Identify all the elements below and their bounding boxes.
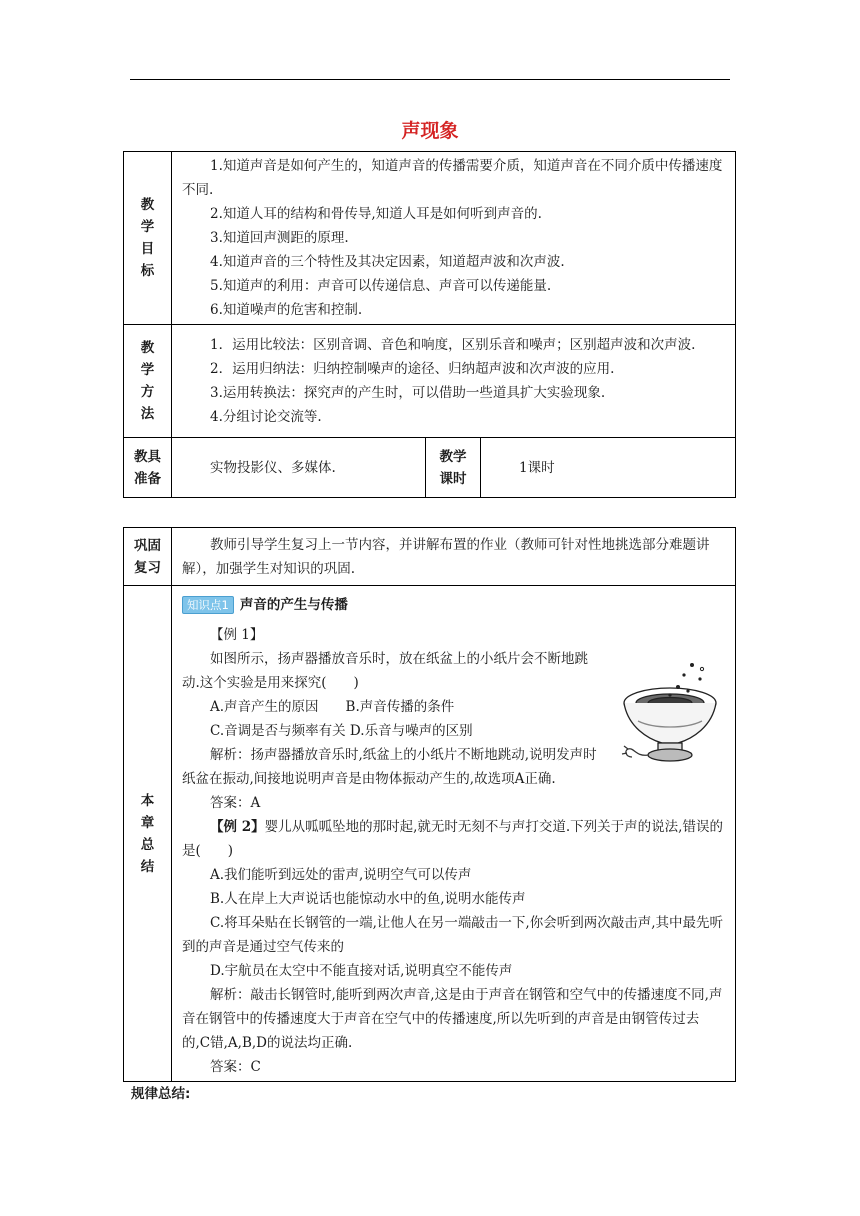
summary-table — [123, 527, 736, 1082]
page-title: 声现象 — [401, 120, 459, 142]
goals-label-text: 教学目标 — [140, 197, 155, 279]
goals-content — [172, 152, 736, 325]
hours-label-1: 教学 — [439, 448, 467, 465]
example2-question-text: 婴儿从呱呱坠地的那时起,就无时无刻不与声打交道.下列关于声的说法,错误的是( ) — [182, 818, 723, 859]
example2-question — [182, 815, 727, 863]
equipment-label — [124, 438, 172, 498]
equipment-text: 实物投影仪、多媒体. — [210, 459, 336, 476]
example2-option: C.将耳朵贴在长钢管的一端,让他人在另一端敲击一下,你会听到两次敲击声,其中最先听到的声音是通过空气传来的 — [182, 914, 724, 955]
methods-content — [172, 325, 736, 438]
goal-item: 1.知道声音是如何产生的，知道声音的传播需要介质，知道声音在不同介质中传播速度不同. — [182, 158, 723, 198]
goal-item: 5.知道声的利用：声音可以传递信息、声音可以传递能量. — [210, 278, 552, 294]
example2-option: A.我们能听到远处的雷声,说明空气可以传声 — [210, 866, 472, 883]
method-item: 2．运用归纳法：归纳控制噪声的途径、归纳超声波和次声波的应用. — [210, 361, 615, 377]
equipment-value — [172, 438, 426, 498]
example1-question: 如图所示，扬声器播放音乐时，放在纸盆上的小纸片会不断地跳动.这个实验是用来探究( ) — [182, 650, 588, 691]
review-label — [124, 528, 172, 586]
review-label-1: 巩固 — [134, 537, 161, 554]
hours-label — [426, 438, 481, 498]
speaker-illustration — [614, 657, 724, 777]
goal-item: 3.知道回声测距的原理. — [210, 230, 349, 246]
goal-item: 6.知道噪声的危害和控制. — [210, 302, 363, 318]
review-label-2: 复习 — [134, 559, 161, 576]
example1-analysis: 解析：扬声器播放音乐时,纸盆上的小纸片不断地跳动,说明发声时纸盆在振动,间接地说明声音是由物体振动产生的,故选项A正确. — [182, 746, 597, 787]
summary-label — [124, 586, 172, 1082]
method-item: 4.分组讨论交流等. — [210, 409, 322, 425]
example1-answer: 答案：A — [210, 794, 261, 811]
review-content — [172, 528, 736, 586]
equipment-label-2: 准备 — [134, 470, 161, 487]
lesson-plan-table — [123, 151, 736, 498]
hours-text: 1课时 — [519, 459, 555, 476]
example2-analysis: 解析：敲击长钢管时,能听到两次声音,这是由于声音在钢管和空气中的传播速度不同,声音在钢管中的传播速度大于声音在空气中的传播速度,所以先听到的声音是由钢管传过去的,C错,A,B,D的说法均正确. — [182, 986, 723, 1051]
example2-answer: 答案：C — [210, 1058, 261, 1075]
header-rule — [130, 79, 730, 80]
methods-label — [124, 325, 172, 438]
knowledge-badge: 知识点1 — [182, 596, 234, 614]
goal-item: 2.知道人耳的结构和骨传导,知道人耳是如何听到声音的. — [210, 206, 542, 222]
example1-options-2: C.音调是否与频率有关 D.乐音与噪声的区别 — [210, 722, 473, 739]
example1-options-1: A.声音产生的原因 B.声音传播的条件 — [210, 698, 455, 715]
hours-value — [481, 438, 736, 498]
method-item: 3.运用转换法：探究声的产生时，可以借助一些道具扩大实验现象. — [210, 385, 606, 401]
method-item: 1．运用比较法：区别音调、音色和响度，区别乐音和噪声；区别超声波和次声波. — [210, 337, 696, 353]
example1-tag: 【例 1】 — [210, 626, 264, 643]
equipment-label-1: 教具 — [134, 448, 161, 465]
example2-tag: 【例 2】 — [210, 818, 265, 835]
review-text: 教师引导学生复习上一节内容，并讲解布置的作业（教师可针对性地挑选部分难题讲解），加强学生对知识的巩固. — [182, 536, 710, 577]
goal-item: 4.知道声音的三个特性及其决定因素，知道超声波和次声波. — [210, 254, 565, 270]
summary-label-text: 本章总结 — [140, 792, 155, 875]
knowledge-heading: 声音的产生与传播 — [239, 596, 348, 613]
hours-label-2: 课时 — [439, 470, 467, 487]
rule-summary-label: 规律总结: — [131, 1086, 191, 1102]
example2-option: B.人在岸上大声说话也能惊动水中的鱼,说明水能传声 — [210, 890, 526, 907]
example2-option: D.宇航员在太空中不能直接对话,说明真空不能传声 — [210, 962, 513, 979]
goals-label — [124, 152, 172, 325]
methods-label-text: 教学方法 — [140, 340, 155, 422]
